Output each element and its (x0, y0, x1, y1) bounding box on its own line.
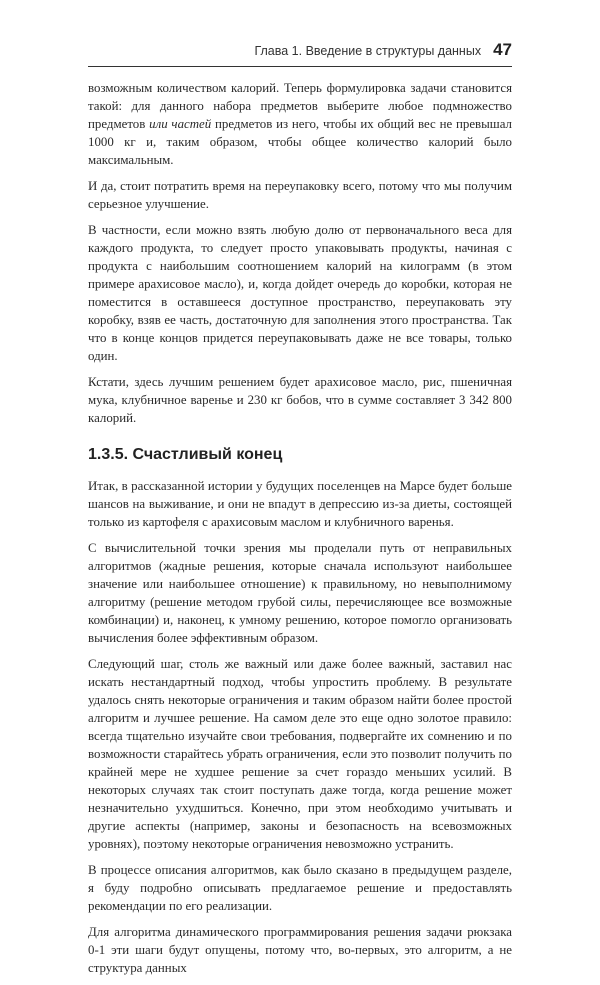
paragraph-4: Кстати, здесь лучшим решением будет арахисовое масло, рис, пшеничная мука, клубничное варенье и 230 кг бобов, что в сумме составляет 3 342 800 калорий. (88, 375, 512, 425)
paragraph-5: Итак, в рассказанной истории у будущих поселенцев на Марсе будет больше шансов на выживание, и они не впадут в депрессию из-за диеты, состоящей только из картофеля с арахисовым маслом и клубничного варенья. (88, 479, 512, 529)
section-heading: 1.3.5. Счастливый конец (88, 446, 283, 463)
paragraph-7: Следующий шаг, столь же важный или даже более важный, заставил нас искать нестандартный подход, чтобы упростить проблему. В результате удалось снять некоторые ограничения и таким образом найти более простой алгоритм и лучшее решение. На самом деле это еще одно золотое правило: всегда тщательно изучайте свои требования, подвергайте их сомнению и по возможности старайтесь убрать ограничения, если это позволит получить по крайней мере не худшее решение за счет гораздо меньших усилий. В некоторых случаях так стоит поступать даже тогда, когда решение может незначительно ухудшиться. Конечно, при этом необходимо учитывать и другие аспекты (например, законы и безопасность на всевозможных уровнях), поэтому некоторые ограничения невозможно устранить. (88, 657, 512, 851)
paragraph-1 (88, 79, 512, 169)
running-header (88, 40, 512, 67)
paragraph-8: В процессе описания алгоритмов, как было сказано в предыдущем разделе, я буду подробно описывать предлагаемое решение и предоставлять рекомендации по его реализации. (88, 863, 512, 913)
page-number: 47 (493, 40, 512, 59)
chapter-title: Глава 1. Введение в структуры данных (254, 44, 482, 58)
paragraph-1-part-a: возможным количеством калорий. Теперь формулировка задачи становится такой: для данного набора предметов выберите любое подмножество предметов (88, 81, 512, 131)
paragraph-1-emphasis: или частей (149, 117, 212, 131)
paragraph-2: И да, стоит потратить время на переупаковку всего, потому что мы получим серьезное улучшение. (88, 179, 512, 211)
paragraph-1-part-b: предметов из него, чтобы их общий вес не превышал 1000 кг и, таким образом, чтобы общее количество калорий было максимальным. (88, 117, 512, 167)
paragraph-9: Для алгоритма динамического программирования решения задачи рюкзака 0-1 эти шаги будут опущены, потому что, во-первых, это алгоритм, а не структура данных (88, 925, 512, 975)
paragraph-3: В частности, если можно взять любую долю от первоначального веса для каждого продукта, то следует просто упаковывать продукты, начиная с продукта с наибольшим соотношением калорий на килограмм (в этом примере арахисовое масло), и, когда дойдет очередь до коробки, которая не поместится в оставшееся доступное пространство, переупаковать эту коробку, взяв ее часть, достаточную для заполнения этого пространства. Так что в конце концов придется переупаковывать даже не все товары, только один. (88, 223, 512, 363)
paragraph-6: С вычислительной точки зрения мы проделали путь от неправильных алгоритмов (жадные решения, которые сначала используют наибольшее значение или наибольшее отношение) к правильному, но невыполнимому алгоритму (решение методом грубой силы, перечисляющее все возможные комбинации) и, наконец, к умному решению, которое помогло организовать вычисления более эффективным образом. (88, 541, 512, 645)
body-text (88, 79, 512, 985)
